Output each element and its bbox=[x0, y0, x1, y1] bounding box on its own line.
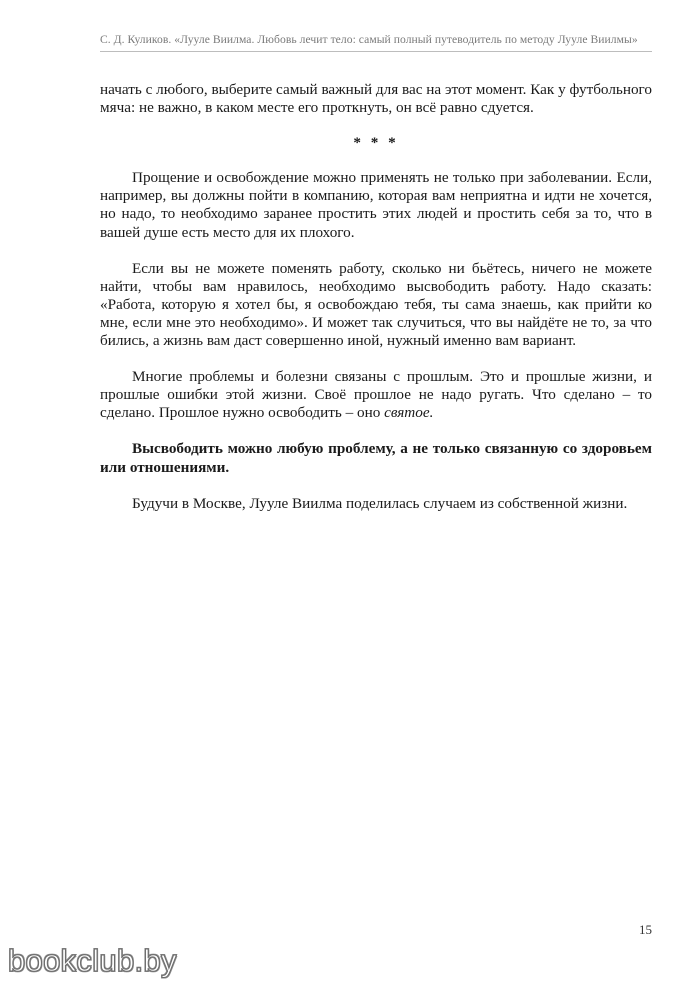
paragraph-past-italic: святое. bbox=[384, 404, 434, 422]
paragraph-forgiveness: Прощение и освобождение можно применять не только при заболевании. Если, например, вы должны пойти в компанию, которая вам неприятна и идти не хочется, но надо, то необходимо заранее простить этих людей и простить себя за то, что в вашей душе есть место для их плохого. bbox=[100, 169, 652, 241]
paragraph-past-text: Многие проблемы и болезни связаны с прошлым. Это и прошлые жизни, и прошлые ошибки этой жизни. Своё прошлое не надо ругать. Что сделано – то сделано. Прошлое нужно освободить – оно bbox=[100, 368, 652, 422]
watermark-logo: bookclub.by bbox=[8, 943, 177, 978]
section-separator: * * * bbox=[353, 134, 399, 152]
header-divider bbox=[100, 51, 652, 52]
paragraph-work: Если вы не можете поменять работу, сколько ни бьётесь, ничего не можете найти, чтобы вам нравилось, необходимо высвободить работу. Надо сказать: «Работа, которую я хотел бы, я освобождаю тебя, ты сама знаешь, как прийти ко мне, если мне это необходимо». И может так случиться, что вы найдёте не то, за что бились, а жизнь вам даст совершенно иной, нужный именно вам вариант. bbox=[100, 259, 652, 350]
running-head: С. Д. Куликов. «Лууле Виилма. Любовь лечит тело: самый полный путеводитель по методу Лууле Виилмы» bbox=[100, 33, 638, 46]
main-text bbox=[100, 81, 652, 513]
paragraph-emphasis: Высвободить можно любую проблему, а не только связанную со здоровьем или отношениями. bbox=[100, 440, 652, 476]
page-number: 15 bbox=[639, 922, 652, 937]
paragraph-continued: начать с любого, выберите самый важный для вас на этот момент. Как у футбольного мяча: не важно, в каком месте его проткнуть, он всё равно сдуется. bbox=[100, 81, 652, 117]
paragraph-moscow: Будучи в Москве, Лууле Виилма поделилась случаем из собственной жизни. bbox=[132, 494, 628, 512]
paragraph-past bbox=[100, 368, 652, 422]
